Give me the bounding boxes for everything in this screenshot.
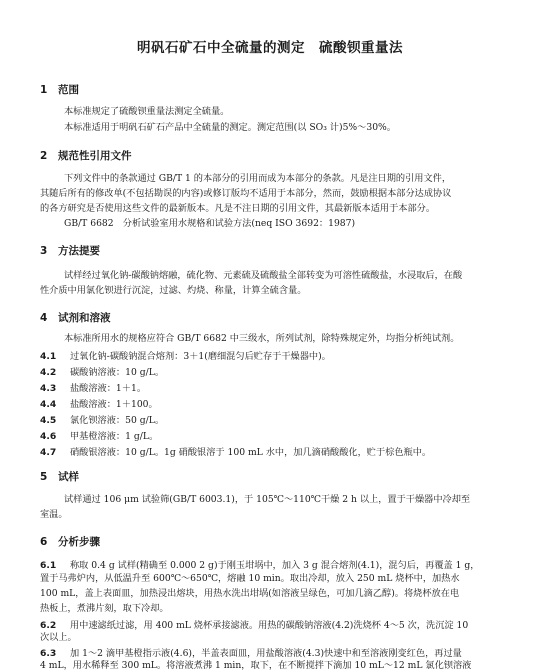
section-heading-5 (40, 469, 79, 484)
reagent-item (40, 364, 164, 378)
paragraph: 本标准规定了硫酸钡重量法测定全硫量。 (64, 106, 230, 117)
paragraph-line: 热板上，煮沸片刻，取下冷却。 (40, 603, 169, 614)
reference-entry: GB/T 6682 分析试验室用水规格和试验方法(neq ISO 3692：1987) (64, 218, 356, 229)
procedure-step (40, 645, 462, 659)
reagent-item (40, 428, 158, 442)
item-number: 4.5 (40, 415, 57, 426)
paragraph-line: 下列文件中的条款通过 GB/T 1 的本部分的引用而成为本部分的条款。凡是注日期的引用文件， (64, 173, 452, 184)
item-text: 甲基橙溶液：1 g/L。 (70, 431, 159, 442)
item-number: 4.7 (40, 447, 57, 458)
section-heading-1 (40, 82, 79, 97)
item-number: 4.6 (40, 431, 57, 442)
section-title: 试样 (58, 471, 79, 483)
section-title: 规范性引用文件 (58, 150, 132, 162)
section-title: 方法提要 (58, 245, 100, 257)
reagent-item (40, 444, 431, 458)
section-heading-2 (40, 148, 132, 163)
section-number: 2 (40, 150, 48, 162)
step-text: 用中速滤纸过滤，用 400 mL 烧杯承接滤液。用热的碳酸钠溶液(4.2)洗烧杯 4～5 次，洗沉淀 10 (70, 620, 469, 631)
section-number: 4 (40, 312, 48, 324)
item-number: 4.3 (40, 383, 57, 394)
item-number: 4.1 (40, 351, 57, 362)
section-heading-4 (40, 310, 111, 325)
item-text: 盐酸溶液：1＋1。 (70, 383, 147, 394)
paragraph-line: 室温。 (40, 509, 68, 520)
paragraph-line: 其随后所有的修改单(不包括勘误的内容)或修订版均不适用于本部分，然而，鼓励根据本部分达成协议 (40, 188, 452, 199)
paragraph-line: 试样经过氧化钠-碳酸钠熔融，硫化物、元素硫及硫酸盐全部转变为可溶性硫酸盐，水浸取后，在酸 (64, 270, 463, 281)
paragraph-line: 试样通过 106 μm 试验筛(GB/T 6003.1)，于 105℃～110℃干燥 2 h 以上，置于干燥器中冷却至 (64, 494, 471, 505)
reagent-item (40, 396, 158, 410)
paragraph-line: 次以上。 (40, 632, 77, 643)
paragraph: 本标准适用于明矾石矿石产品中全硫量的测定。测定范围(以 SO₃ 计)5%～30%。 (64, 122, 396, 133)
item-number: 4.4 (40, 399, 57, 410)
reagent-item (40, 412, 164, 426)
reagent-item (40, 348, 331, 362)
item-text: 硝酸银溶液：10 g/L。1g 硝酸银溶于 100 mL 水中，加几滴硝酸酸化，贮于棕色瓶中。 (70, 447, 432, 458)
step-number: 6.2 (40, 620, 57, 631)
paragraph-line: 100 mL，盖上表面皿，加热浸出熔块，用热水洗出坩埚(如溶液呈绿色，可加几滴乙醇)。将烧杯放在电 (40, 588, 460, 599)
paragraph-line-cut: 4 mL，用水稀释至 300 mL。将溶液煮沸 1 min，取下，在不断搅拌下滴加 10 mL～12 mL 氯化钡溶液 (40, 660, 472, 671)
section-number: 5 (40, 471, 48, 483)
section-heading-6 (40, 534, 100, 549)
item-text: 过氧化钠-碳酸钠混合熔剂：3＋1(磨细混匀后贮存于干燥器中)。 (70, 351, 331, 362)
section-title: 分析步骤 (58, 536, 100, 548)
item-text: 盐酸溶液：1＋100。 (70, 399, 158, 410)
reagent-item (40, 380, 146, 394)
section-title: 范围 (58, 84, 79, 96)
step-number: 6.3 (40, 648, 57, 659)
paragraph-line: 的各方研究是否使用这些文件的最新版本。凡是不注日期的引用文件，其最新版本适用于本部分。 (40, 203, 436, 214)
paragraph-line: 置于马弗炉内，从低温升至 600℃～650℃，熔融 10 min。取出冷却，放入 250 mL 烧杯中，加热水 (40, 573, 460, 584)
step-text: 加 1～2 滴甲基橙指示液(4.6)，半盖表面皿，用盐酸溶液(4.3)快速中和至溶液刚变红色，再过量 (70, 648, 462, 659)
document-title: 明矾石矿石中全硫量的测定 硫酸钡重量法 (137, 40, 403, 56)
item-text: 碳酸钠溶液：10 g/L。 (70, 367, 165, 378)
paragraph-line: 性介质中用氯化钡进行沉淀，过滤、灼烧、称量，计算全硫含量。 (40, 285, 307, 296)
section-number: 3 (40, 245, 48, 257)
procedure-step (40, 557, 479, 571)
section-number: 1 (40, 84, 48, 96)
item-number: 4.2 (40, 367, 57, 378)
step-text: 称取 0.4 g 试样(精确至 0.000 2 g)于刚玉坩埚中，加入 3 g 混合熔剂(4.1)，混匀后，再覆盖 1 g， (70, 560, 480, 571)
step-number: 6.1 (40, 560, 57, 571)
section-heading-3 (40, 243, 100, 258)
section-title: 试剂和溶液 (58, 312, 111, 324)
section-number: 6 (40, 536, 48, 548)
item-text: 氯化钡溶液：50 g/L。 (70, 415, 165, 426)
paragraph: 本标准所用水的规格应符合 GB/T 6682 中三级水，所列试剂，除特殊规定外，均指分析纯试剂。 (64, 333, 460, 344)
procedure-step (40, 617, 468, 631)
